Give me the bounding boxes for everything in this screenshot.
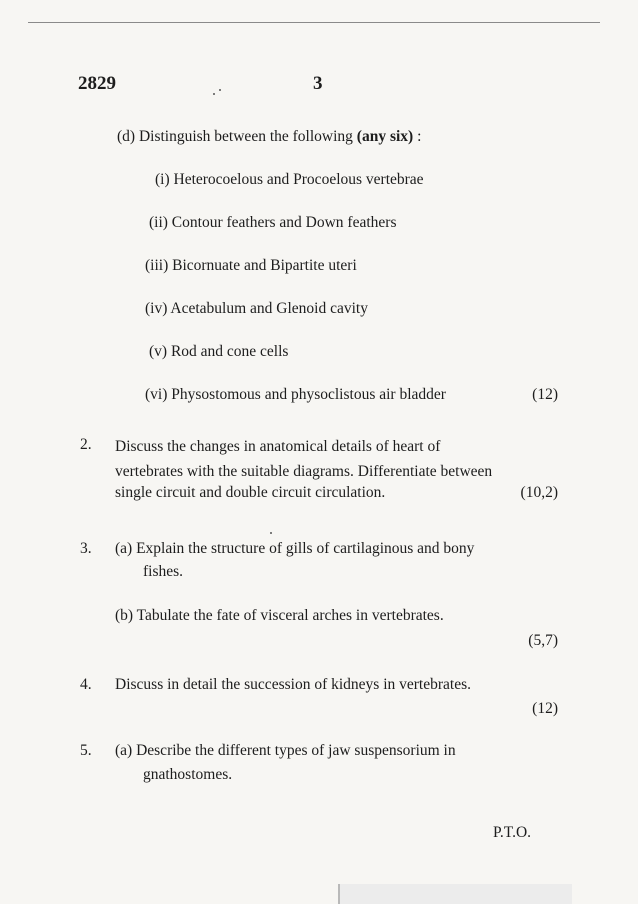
q2-line-2: vertebrates with the suitable diagrams. Differentiate between (115, 463, 493, 480)
part-d-colon: : (417, 128, 422, 145)
q5-a-line-2: gnathostomes. (143, 766, 233, 783)
q2-line-1: Discuss the changes in anatomical details of heart of (115, 438, 441, 455)
q2-number: 2. (80, 436, 92, 453)
scan-speck (213, 93, 215, 95)
q4-marks: (12) (532, 700, 558, 717)
part-d-heading (117, 128, 421, 146)
page-number: 3 (313, 73, 323, 94)
part-d-item-i: (i) Heterocoelous and Procoelous vertebrae (155, 171, 424, 188)
part-d-marks: (12) (532, 386, 558, 403)
q2-marks: (10,2) (520, 484, 558, 501)
q4-number: 4. (80, 676, 92, 693)
q3-a-line-1: (a) Explain the structure of gills of cartilaginous and bony (115, 540, 475, 557)
q3-number: 3. (80, 540, 92, 557)
scan-edge-strip (338, 884, 572, 904)
q5-number: 5. (80, 742, 92, 759)
part-d-item-v: (v) Rod and cone cells (149, 343, 289, 360)
part-d-label: (d) Distinguish between the following (117, 128, 353, 145)
top-rule (28, 22, 600, 23)
part-d-item-vi-row (145, 386, 558, 404)
part-d-item-iii: (iii) Bicornuate and Bipartite uteri (145, 257, 357, 274)
part-d-item-iv: (iv) Acetabulum and Glenoid cavity (145, 300, 368, 317)
scan-speck (270, 532, 272, 534)
q3-a-line-2: fishes. (143, 563, 184, 580)
q3-b-line: (b) Tabulate the fate of visceral arches in vertebrates. (115, 607, 444, 624)
q5-a-line-1: (a) Describe the different types of jaw suspensorium in (115, 742, 456, 759)
pto-note: P.T.O. (493, 824, 532, 841)
q4-line: Discuss in detail the succession of kidneys in vertebrates. (115, 676, 471, 693)
scan-speck (219, 89, 221, 91)
q2-line-3-row (115, 484, 558, 502)
q3-marks: (5,7) (528, 632, 558, 649)
part-d-item-vi: (vi) Physostomous and physoclistous air bladder (145, 386, 446, 403)
part-d-emphasis: (any six) (356, 128, 414, 145)
q2-line-3: single circuit and double circuit circulation. (115, 484, 386, 501)
part-d-item-ii: (ii) Contour feathers and Down feathers (149, 214, 397, 231)
paper-code: 2829 (78, 73, 116, 94)
